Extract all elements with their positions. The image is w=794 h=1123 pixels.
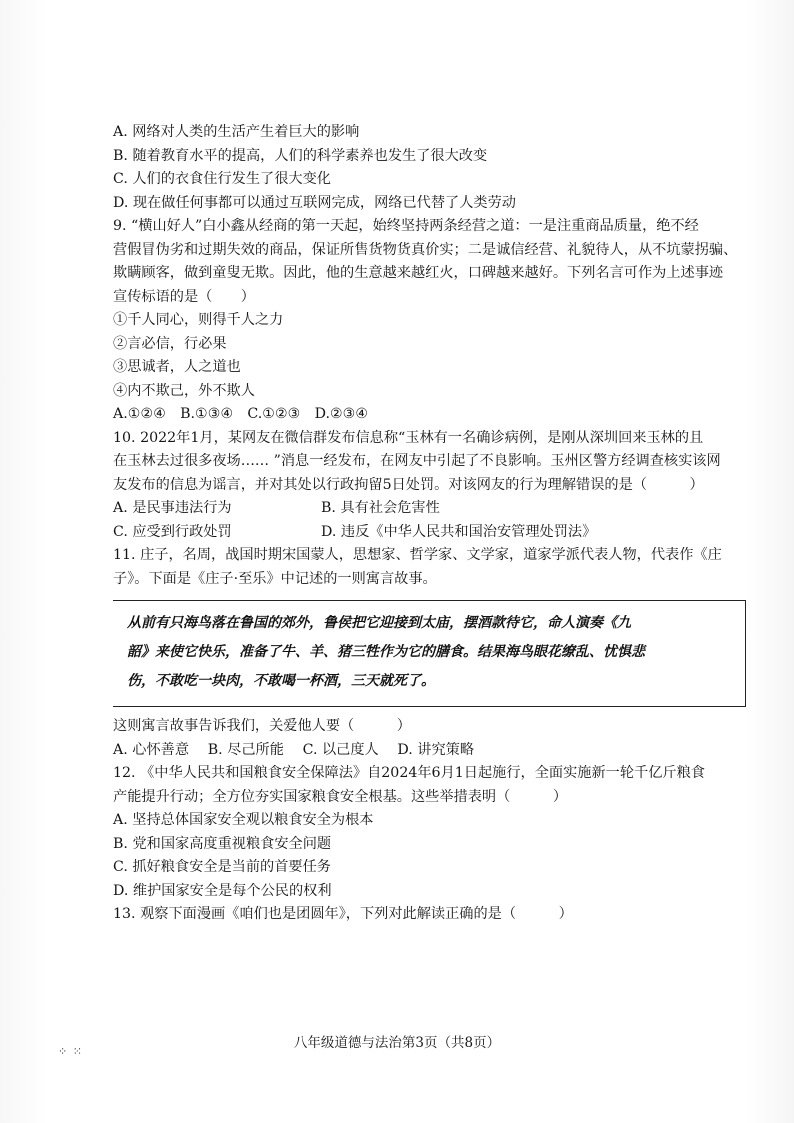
question-content	[113, 121, 773, 927]
fable-passage-box	[113, 600, 746, 707]
q9-item-3: ③思诚者，人之道也	[113, 359, 241, 375]
fable-passage-line: 伤，不敢吃一块肉，不敢喝一杯酒，三天就死了。	[127, 673, 435, 689]
q9-stem-line: 营假冒伪劣和过期失效的商品，保证所售货物货真价实；二是诚信经营、礼貌待人，从不坑蒙拐骗、	[113, 241, 738, 258]
q10-option-b: B. 具有社会危害性	[321, 500, 440, 516]
q9-item-2: ②言必信，行必果	[113, 335, 227, 352]
q9-stem-line: 宣传标语的是（ ）	[113, 288, 255, 305]
q8-option-c: C. 人们的衣食住行发生了很大变化	[113, 171, 331, 187]
q9-options: A.①②④ B.①③④ C.①②③ D.②③④	[113, 406, 369, 422]
q10-option-a: A. 是民事违法行为	[113, 500, 232, 516]
q8-option-b: B. 随着教育水平的提高，人们的科学素养也发生了很大改变	[113, 147, 488, 164]
question-12	[113, 762, 773, 903]
q8-option-a: A. 网络对人类的生活产生着巨大的影响	[113, 124, 360, 140]
q12-option-d: D. 维护国家安全是每个公民的权利	[113, 882, 332, 899]
q12-option-b: B. 党和国家高度重视粮食安全问题	[113, 835, 332, 852]
q11-options: A. 心怀善意 B. 尽己所能 C. 以己度人 D. 讲究策略	[113, 741, 475, 758]
q9-stem-line: 欺瞒顾客，做到童叟无欺。因此，他的生意越来越红火，口碑越来越好。下列名言可作为上述事迹	[113, 265, 724, 281]
fable-passage-line: 从前有只海鸟落在鲁国的郊外，鲁侯把它迎接到太庙，摆酒款待它，命人演奏《九	[127, 615, 631, 631]
q10-stem-line: 友发布的信息为谣言，并对其处以行政拘留5日处罚。对该网友的行为理解错误的是（ ）	[113, 476, 704, 493]
q12-option-c: C. 抓好粮食安全是当前的首要任务	[113, 859, 331, 875]
q10-option-c: C. 应受到行政处罚	[113, 523, 232, 540]
question-13	[113, 903, 773, 927]
q8-options	[113, 121, 773, 215]
q8-option-d: D. 现在做任何事都可以通过互联网完成，网络已代替了人类劳动	[113, 194, 516, 211]
page-footer: 八年级道德与法治第3页（共8页）	[293, 1035, 501, 1051]
q9-item-1: ①千人同心，则得千人之力	[113, 312, 284, 328]
q11-question: 这则寓言故事告诉我们，关爱他人要（ ）	[113, 718, 411, 734]
q11-stem-line: 子》。下面是《庄子·至乐》中记述的一则寓言故事。	[113, 570, 437, 587]
q12-stem-line: 产能提升行动；全方位夯实国家粮食安全根基。这些举措表明（ ）	[113, 788, 568, 805]
scan-smudge-mark: ⁘ ⁙	[58, 1045, 83, 1058]
q13-stem: 13. 观察下面漫画《咱们也是团圆年》，下列对此解读正确的是（ ）	[113, 906, 573, 922]
question-11	[113, 544, 773, 762]
q9-stem-line: 9. “横山好人”白小鑫从经商的第一天起，始终坚持两条经营之道：一是注重商品质量，绝不经	[113, 218, 699, 234]
q10-option-d: D. 违反《中华人民共和国治安管理处罚法》	[321, 523, 597, 540]
q12-stem-line: 12. 《中华人民共和国粮食安全保障法》自2024年6月1日起施行，全面实施新一轮千亿斤粮食	[113, 765, 705, 781]
fable-passage-line: 韶》来使它快乐，准备了牛、羊、猪三牲作为它的膳食。结果海鸟眼花缭乱、忧惧悲	[127, 644, 645, 660]
question-10	[113, 427, 773, 545]
q11-stem-line: 11. 庄子，名周，战国时期宋国蒙人，思想家、哲学家、文学家，道家学派代表人物，代表作《庄	[113, 547, 722, 563]
q10-stem-line: 10. 2022年1月，某网友在微信群发布信息称“玉林有一名确诊病例，是刚从深圳回来玉林的且	[113, 429, 704, 446]
q12-option-a: A. 坚持总体国家安全观以粮食安全为根本	[113, 812, 374, 828]
q9-item-4: ④内不欺己，外不欺人	[113, 382, 255, 399]
q10-options-row-1	[113, 497, 773, 521]
question-9	[113, 215, 773, 427]
q10-stem-line: 在玉林去过很多夜场…… ”消息一经发布，在网友中引起了不良影响。玉州区警方经调查核实该网	[113, 453, 721, 469]
q10-options-row-2	[113, 521, 773, 545]
